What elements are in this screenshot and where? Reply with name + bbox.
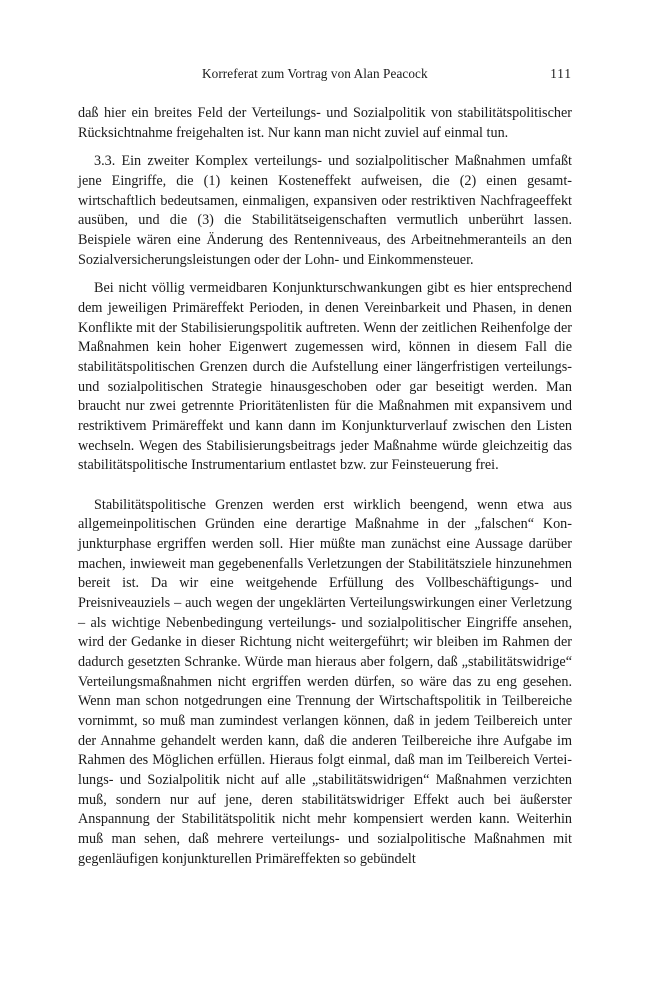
- paragraph-continuation: daß hier ein breites Feld der Verteilungs- und Sozialpolitik von stabilitätspolitischer Rücksichtnahme freigehalten ist. Nur kann man nicht zuviel auf einmal tun.: [78, 105, 572, 141]
- paragraph-konjunktur: Bei nicht völlig vermeidbaren Konjunkturschwankungen gibt es hier entsprechend dem jeweiligen Primäreffekt Perioden, in denen Vereinbarkeit und Phasen, in denen Konflikte mit der Stabilisierungspolitik auftreten. Wenn der zeitlichen Reihenfolge der Maßnahmen kein hoher Eigenwert zugemessen wird, können in diesem Fall die stabilitätspolitischen Grenzen durch die Aufstellung einer längerfristigen verteilungs- und sozialpolitischen Strategie hinausgeschoben oder gar beseitigt werden. Man braucht nur zwei getrennte Prioritätenlisten für die Maßnahmen mit expansivem und restriktivem Primäreffekt und kann dann im Konjunkturverlauf zwischen den Listen wechseln. Wegen des Stabilisierungsbeitrags jeder Maßnahme würde gleichzeitig das stabilitätspolitische Instrumentarium entlastet bzw. zur Feinsteuerung frei.: [78, 280, 572, 474]
- page-header: [78, 66, 572, 86]
- paragraph-stabilitaetspolitische-grenzen: Stabilitätspolitische Grenzen werden erst wirklich beengend, wenn etwa aus allgemeinpolitischen Gründen eine derartige Maßnahme in der „falschen“ Konjunkturphase ergriffen werden soll. Hier müßte man zunächst eine Aussage darüber machen, inwieweit man gegebenenfalls Verletzungen der Stabilitätsziele hinzunehmen bereit ist. Da wir eine weitgehende Erfüllung des Vollbeschäftigungs- und Preisniveauziels – auch wegen der ungeklärten Verteilungswirkungen einer Verletzung – als wichtige Nebenbedingung verteilungs- und sozialpolitischer Eingriffe ansehen, wird der Gedanke in dieser Richtung nicht weitergeführt; wir bleiben im Rahmen der dadurch gesetzten Schranke. Würde man hieraus aber folgern, daß „stabilitätswidrige“ Verteilungsmaßnahmen nicht ergriffen werden dürfen, so wäre das zu eng gesehen. Wenn man schon notgedrungen eine Trennung der Wirtschaftspolitik in Teilbereiche vornimmt, so muß man zumindest verlangen können, daß in jedem Teilbereich unter der Annahme gehandelt werden kann, daß die anderen Teilbereiche ihre Aufgabe im Rahmen des Möglichen erfüllen. Hieraus folgt einmal, daß man im Teilbereich Verteilungs- und Sozialpolitik nicht auf alle „stabilitätswidrigen“ Maßnahmen verzichten muß, sondern nur auf jene, deren stabilitätswidriger Effekt auch bei äußerster Anspannung der Stabilitätspolitik nicht mehr kompensiert werden kann. Weiterhin muß man sehen, daß mehrere verteilungs- und sozialpolitische Maßnahmen mit gegenläufigen konjunkturellen Primäreffekten so gebündelt: [78, 496, 572, 867]
- page-number: 111: [550, 66, 572, 81]
- body-text: [78, 104, 572, 869]
- running-title: Korreferat zum Vortrag von Alan Peacock: [202, 66, 428, 81]
- paragraph-section-3-3: 3.3. Ein zweiter Komplex verteilungs- und sozialpolitischer Maßnahmen umfaßt jene Eingriffe, die (1) keinen Kosteneffekt aufweisen, die (2) einen gesamtwirtschaftlich bedeutsamen, einmaligen, expansiven oder restriktiven Nachfrageeffekt ausüben, und die (3) die Stabilitätseigenschaften vermutlich unberührt lassen. Beispiele wären eine Änderung des Rentenniveaus, des Arbeitnehmeranteils an den Sozialversicherungsleistungen oder der Lohn- und Einkommensteuer.: [78, 153, 572, 268]
